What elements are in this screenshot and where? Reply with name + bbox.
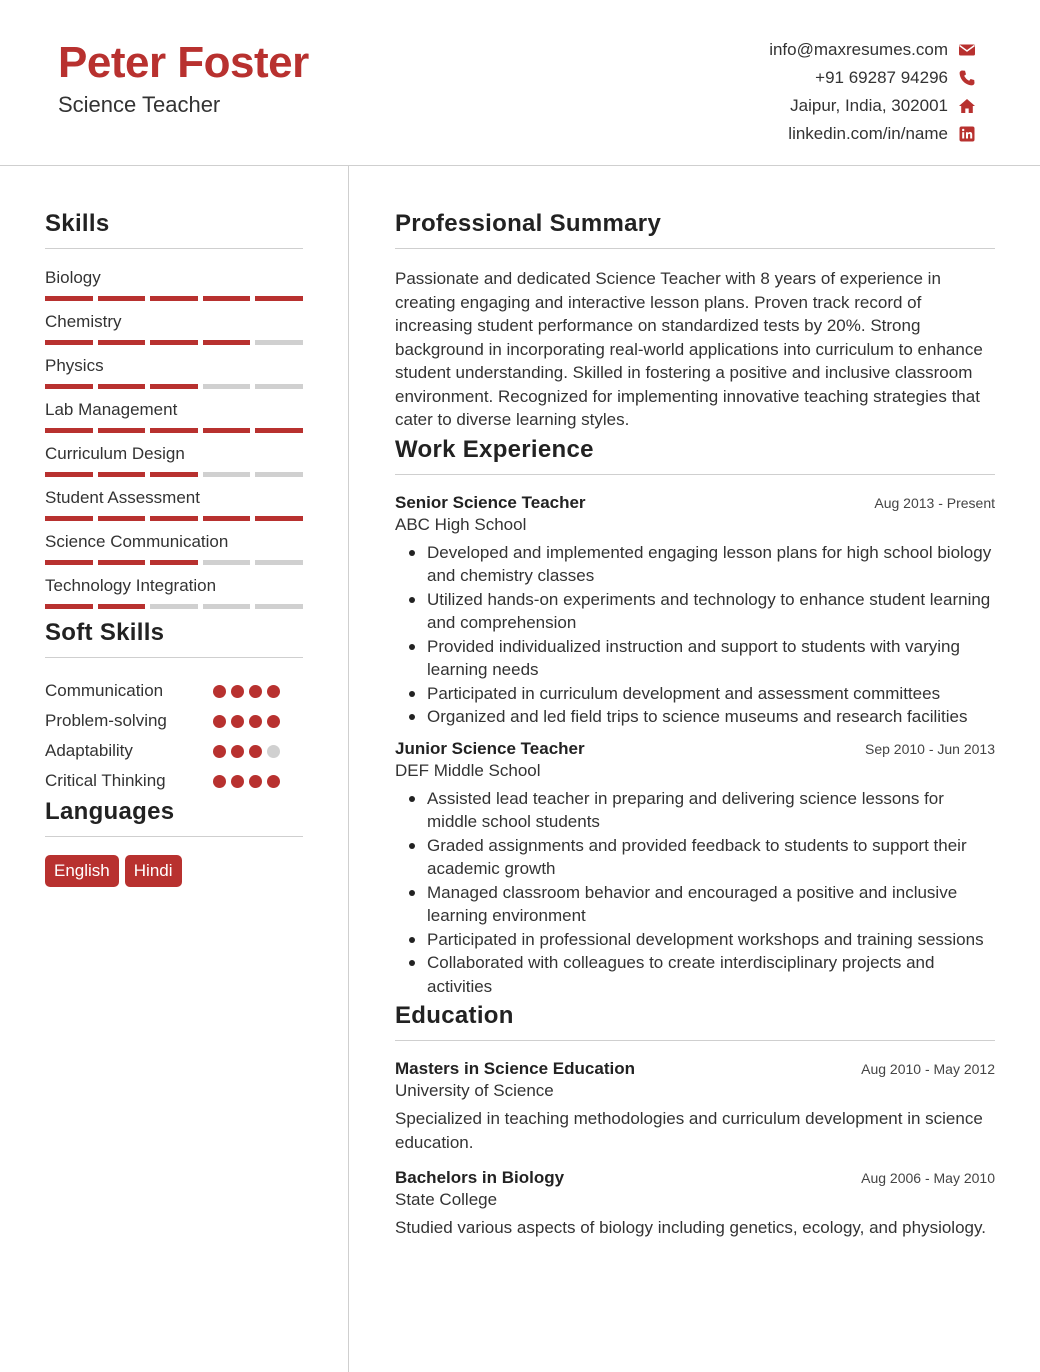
skill-level-segment xyxy=(150,296,198,301)
job-organization: DEF Middle School xyxy=(395,760,541,780)
skill-level-segment xyxy=(150,604,198,609)
left-column xyxy=(45,210,303,887)
job-bullets xyxy=(395,541,995,729)
skill-item xyxy=(45,531,303,565)
candidate-name: Peter Foster xyxy=(58,38,309,87)
job-bullet: Organized and led field trips to science museums and research facilities xyxy=(407,705,995,729)
rating-dot xyxy=(213,775,226,788)
education-degree: Masters in Science Education xyxy=(395,1059,635,1078)
skill-level-segment xyxy=(255,384,303,389)
skill-level-segment xyxy=(45,604,93,609)
contact-phone[interactable] xyxy=(769,64,976,92)
skill-level-segment xyxy=(203,384,251,389)
skill-level-segment xyxy=(98,560,146,565)
job-bullet: Participated in professional development workshops and training sessions xyxy=(407,928,995,952)
skill-item xyxy=(45,355,303,389)
skill-level-segment xyxy=(45,340,93,345)
skill-level-segment xyxy=(150,340,198,345)
skill-name: Lab Management xyxy=(45,400,178,419)
skill-level-bar xyxy=(45,560,303,565)
skill-name: Curriculum Design xyxy=(45,444,185,463)
rating-dot xyxy=(231,745,244,758)
resume-header xyxy=(0,0,1040,166)
job-organization: ABC High School xyxy=(395,514,527,534)
rating-dot xyxy=(249,715,262,728)
skills-heading: Skills xyxy=(45,210,303,249)
contact-info xyxy=(769,36,976,148)
languages-list xyxy=(45,855,303,887)
home-icon xyxy=(958,97,976,115)
soft-skill-item xyxy=(45,676,303,706)
skill-level-segment xyxy=(203,296,251,301)
education-description: Studied various aspects of biology including genetics, ecology, and physiology. xyxy=(395,1218,986,1237)
rating-dot xyxy=(231,685,244,698)
skill-level-segment xyxy=(203,428,251,433)
linkedin-text: linkedin.com/in/name xyxy=(788,124,948,143)
education-dates: Aug 2006 - May 2010 xyxy=(861,1170,995,1186)
job-bullet: Developed and implemented engaging lesson plans for high school biology and chemistry classes xyxy=(407,541,995,588)
rating-dot xyxy=(231,775,244,788)
skill-level-bar xyxy=(45,340,303,345)
skill-level-segment xyxy=(98,384,146,389)
education-school: University of Science xyxy=(395,1081,554,1100)
skill-level-bar xyxy=(45,428,303,433)
skill-level-segment xyxy=(98,472,146,477)
job-role: Senior Science Teacher xyxy=(395,492,586,512)
skill-level-segment xyxy=(255,296,303,301)
skill-level-segment xyxy=(255,604,303,609)
soft-skills-heading: Soft Skills xyxy=(45,619,303,658)
skill-level-segment xyxy=(45,472,93,477)
skill-name: Technology Integration xyxy=(45,576,217,595)
soft-skills-list xyxy=(45,676,303,796)
skill-level-segment xyxy=(98,516,146,521)
skill-level-segment xyxy=(98,340,146,345)
education-header xyxy=(395,1168,995,1188)
rating-dot xyxy=(213,685,226,698)
skill-level-segment xyxy=(255,560,303,565)
soft-skill-name: Communication xyxy=(45,681,164,700)
skill-level-segment xyxy=(255,428,303,433)
skill-level-segment xyxy=(150,560,198,565)
job-dates: Sep 2010 - Jun 2013 xyxy=(865,740,995,757)
envelope-icon xyxy=(958,41,976,59)
job-header xyxy=(395,739,995,759)
rating-dot xyxy=(267,775,280,788)
skill-level-segment xyxy=(45,560,93,565)
soft-skill-name: Problem-solving xyxy=(45,711,167,730)
job-entry xyxy=(395,493,995,729)
candidate-title: Science Teacher xyxy=(58,92,221,117)
education-header xyxy=(395,1059,995,1079)
skill-level-bar xyxy=(45,604,303,609)
skill-name: Student Assessment xyxy=(45,488,200,507)
skill-level-segment xyxy=(98,296,146,301)
education-description: Specialized in teaching methodologies and curriculum development in science education. xyxy=(395,1109,983,1152)
rating-dot xyxy=(267,685,280,698)
education-list xyxy=(395,1059,995,1240)
skill-level-segment xyxy=(45,384,93,389)
skill-level-segment xyxy=(203,516,251,521)
skill-level-segment xyxy=(45,296,93,301)
skill-level-segment xyxy=(150,428,198,433)
soft-skill-item xyxy=(45,736,303,766)
experience-heading: Work Experience xyxy=(395,436,995,475)
column-divider xyxy=(348,166,349,1372)
education-entry xyxy=(395,1168,995,1240)
skill-name: Science Communication xyxy=(45,532,229,551)
skill-level-bar xyxy=(45,296,303,301)
linkedin-icon xyxy=(958,125,976,143)
skill-level-segment xyxy=(98,604,146,609)
skill-name: Physics xyxy=(45,356,104,375)
skill-level-segment xyxy=(203,340,251,345)
skill-item xyxy=(45,575,303,609)
job-bullet: Assisted lead teacher in preparing and delivering science lessons for middle school students xyxy=(407,787,995,834)
phone-text: +91 69287 94296 xyxy=(815,68,948,87)
skill-level-segment xyxy=(255,516,303,521)
rating-dot xyxy=(231,715,244,728)
soft-skill-name: Adaptability xyxy=(45,741,133,760)
soft-skill-item xyxy=(45,766,303,796)
skill-level-segment xyxy=(45,428,93,433)
skill-level-segment xyxy=(255,472,303,477)
rating-dot xyxy=(213,715,226,728)
phone-icon xyxy=(958,69,976,87)
skill-level-bar xyxy=(45,472,303,477)
job-bullets xyxy=(395,787,995,999)
soft-skill-rating xyxy=(213,745,280,758)
experience-list xyxy=(395,493,995,999)
rating-dot xyxy=(249,775,262,788)
job-bullet: Managed classroom behavior and encouraged a positive and inclusive learning environment xyxy=(407,881,995,928)
language-tag: Hindi xyxy=(125,855,182,887)
contact-address xyxy=(769,92,976,120)
job-bullet: Collaborated with colleagues to create interdisciplinary projects and activities xyxy=(407,951,995,998)
skill-name: Biology xyxy=(45,268,101,287)
skill-level-segment xyxy=(45,516,93,521)
skill-level-segment xyxy=(150,384,198,389)
job-dates: Aug 2013 - Present xyxy=(874,494,995,511)
contact-linkedin[interactable] xyxy=(769,120,976,148)
skill-level-segment xyxy=(255,340,303,345)
email-text: info@maxresumes.com xyxy=(769,40,948,59)
skill-level-segment xyxy=(203,560,251,565)
job-role: Junior Science Teacher xyxy=(395,738,585,758)
contact-email[interactable] xyxy=(769,36,976,64)
job-bullet: Participated in curriculum development and assessment committees xyxy=(407,682,995,706)
rating-dot xyxy=(267,745,280,758)
skill-level-segment xyxy=(203,472,251,477)
skill-item xyxy=(45,311,303,345)
rating-dot xyxy=(249,685,262,698)
skill-level-segment xyxy=(203,604,251,609)
language-tag: English xyxy=(45,855,119,887)
right-column xyxy=(395,210,995,1254)
skill-item xyxy=(45,487,303,521)
address-text: Jaipur, India, 302001 xyxy=(790,96,948,115)
job-bullet: Graded assignments and provided feedback to students to support their academic growth xyxy=(407,834,995,881)
education-degree: Bachelors in Biology xyxy=(395,1168,565,1187)
job-bullet: Provided individualized instruction and support to students with varying learning needs xyxy=(407,635,995,682)
soft-skill-rating xyxy=(213,685,280,698)
education-entry xyxy=(395,1059,995,1154)
education-dates: Aug 2010 - May 2012 xyxy=(861,1061,995,1077)
soft-skill-item xyxy=(45,706,303,736)
skill-item xyxy=(45,399,303,433)
job-bullet: Utilized hands-on experiments and technology to enhance student learning and comprehension xyxy=(407,588,995,635)
soft-skill-rating xyxy=(213,715,280,728)
rating-dot xyxy=(267,715,280,728)
job-entry xyxy=(395,739,995,999)
skills-list xyxy=(45,267,303,609)
soft-skill-name: Critical Thinking xyxy=(45,771,166,790)
job-header xyxy=(395,493,995,513)
summary-heading: Professional Summary xyxy=(395,210,995,249)
rating-dot xyxy=(249,745,262,758)
summary-text: Passionate and dedicated Science Teacher with 8 years of experience in creating engaging and interactive lesson plans. Proven track record of increasing student performance on standardized tests by 20%. Strong background in incorporating real-world applications into curriculum to enhance student understanding. Skilled in fostering a positive and inclusive classroom environment. Recognized for implementing innovative teaching strategies that cater to diverse learning styles. xyxy=(395,269,983,429)
languages-heading: Languages xyxy=(45,798,303,837)
skill-item xyxy=(45,267,303,301)
skill-level-segment xyxy=(150,472,198,477)
rating-dot xyxy=(213,745,226,758)
skill-item xyxy=(45,443,303,477)
skill-level-segment xyxy=(150,516,198,521)
skill-level-bar xyxy=(45,516,303,521)
education-heading: Education xyxy=(395,1002,995,1041)
skill-level-segment xyxy=(98,428,146,433)
skill-level-bar xyxy=(45,384,303,389)
education-school: State College xyxy=(395,1190,498,1209)
skill-name: Chemistry xyxy=(45,312,122,331)
soft-skill-rating xyxy=(213,775,280,788)
